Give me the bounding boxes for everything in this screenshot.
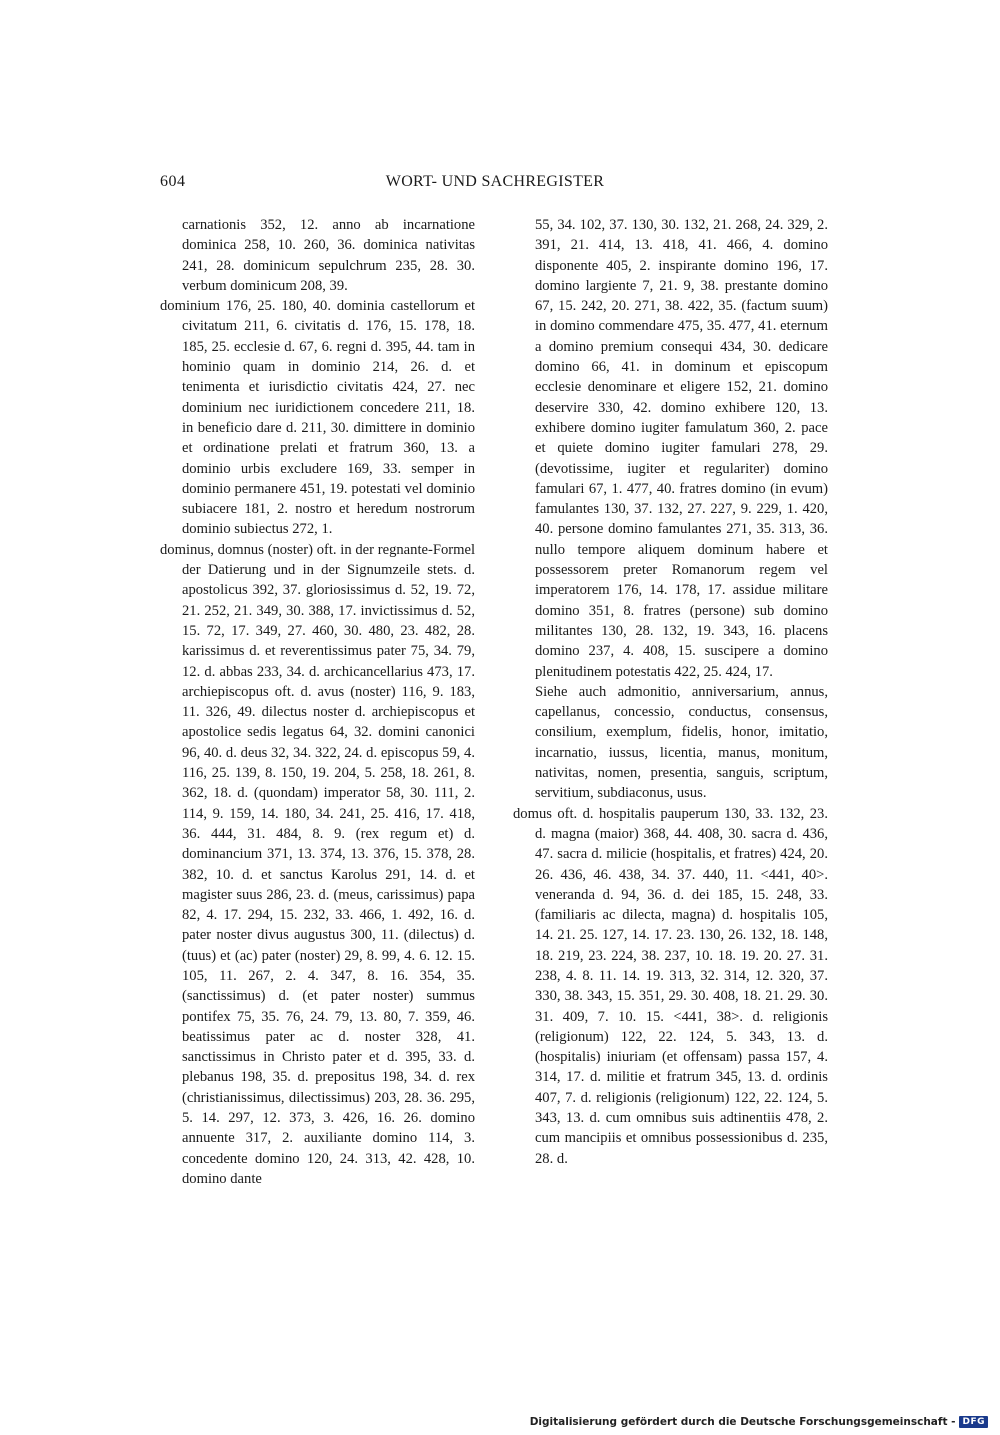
digitization-credit: [530, 1416, 988, 1428]
index-entry: dominus, domnus (noster) oft. in der regnante-Formel der Datierung und in der Signumzeile stets. d. apostolicus 392, 37. gloriosissimus d. 52, 19. 72, 21. 252, 21. 349, 30. 388, 17. invictissimus d. 52, 15. 72, 17. 349, 27. 460, 30. 480, 23. 482, 28. karissimus d. et reverentissimus pater 75, 34. 79, 12. d. abbas 233, 34. d. archicancellarius 473, 17. archiepiscopus oft. d. avus (noster) 116, 9. 183, 11. 326, 49. dilectus noster d. archiepiscopus et apostolice sedis legatus 64, 32. domini canonici 96, 40. d. deus 32, 34. 322, 24. d. episcopus 59, 4. 116, 25. 139, 8. 150, 19. 204, 5. 258, 18. 261, 8. 362, 18. d. (quondam) imperator 58, 30. 111, 2. 114, 9. 159, 14. 180, 34. 241, 25. 416, 17. 418, 36. 444, 31. 484, 8. 9. (rex regum et) d. dominancium 371, 13. 374, 13. 376, 15. 378, 28. 382, 10. d. et sanctus Karolus 291, 14. d. et magister suus 286, 23. d. (meus, carissimus) papa 82, 4. 17. 294, 15. 232, 33. 466, 1. 492, 16. d. pater noster divus augustus 300, 11. (dilectus) d. (tuus) et (ac) pater (noster) 29, 8. 99, 4. 6. 12. 15. 105, 11. 267, 2. 4. 347, 8. 16. 354, 35. (sanctissimus) d. (et pater noster) summus pontifex 75, 35. 76, 24. 79, 13. 80, 7. 359, 46. beatissimus pater ac d. noster 328, 41. sanctissimus in Christo pater et d. 395, 33. d. plebanus 198, 35. d. prepositus 198, 34. d. rex (christianissimus, dilectissimus) 203, 28. 36. 295, 5. 14. 297, 12. 373, 3. 426, 16. 26. domino annuente 317, 2. auxiliante domino 114, 3. concedente domino 120, 24. 313, 42. 428, 10. domino dante: [160, 541, 475, 1187]
right-column: [513, 215, 828, 1169]
running-title: WORT- UND SACHREGISTER: [385, 173, 605, 190]
index-entry: carnationis 352, 12. anno ab incarnatione dominica 258, 10. 260, 36. dominica nativitas 241, 28. dominicum sepulchrum 235, 28. 30. verbum dominicum 208, 39.: [182, 217, 475, 294]
index-entry: domus oft. d. hospitalis pauperum 130, 33. 132, 23. d. magna (maior) 368, 44. 408, 30. sacra d. 436, 47. sacra d. milicie (hospitalis, et fratres) 424, 20. 26. 436, 46. 438, 34. 37. 440, 11. <441, 40>. veneranda d. 94, 36. d. dei 185, 15. 248, 33. (familiaris ac dilecta, magna) d. hospitalis 105, 14. 21. 25. 127, 14. 17. 23. 130, 26. 132, 18. 148, 18. 219, 23. 224, 38. 237, 10. 18. 19. 20. 27. 31. 238, 4. 8. 11. 14. 19. 313, 32. 314, 12. 320, 37. 330, 38. 343, 15. 351, 29. 30. 408, 18. 21. 29. 30. 31. 409, 7. 10. 15. <441, 38>. d. religionis (religionum) 122, 22. 124, 5. 343, 13. d. (hospitalis) iniuriam (et offensam) passa 157, 4. 314, 17. d. militie et fratrum 345, 13. d. ordinis 407, 7. d. religionis (religionum) 122, 22. 124, 5. 343, 13. d. cum omnibus suis adtinentiis 478, 2. cum mancipiis et omnibus possessionibus d. 235, 28. d.: [513, 805, 828, 1167]
dfg-logo: DFG: [959, 1416, 988, 1428]
page-number: 604: [160, 173, 186, 190]
credit-text: Digitalisierung gefördert durch die Deutsche Forschungsgemeinschaft -: [529, 1416, 956, 1428]
left-column: [160, 215, 475, 1189]
index-entry: 55, 34. 102, 37. 130, 30. 132, 21. 268, 24. 329, 2. 391, 21. 414, 13. 418, 41. 466, 4. domino disponente 405, 2. inspirante domino 196, 17. domino largiente 7, 21. 9, 38. prestante domino 67, 15. 242, 20. 271, 38. 422, 35. (factum suum) in domino commendare 475, 35. 477, 41. eternum a domino premium consequi 434, 30. dedicare domino 66, 41. in dominum et episcopum ecclesie denominare et eligere 152, 21. domino deservire 330, 42. domino exhibere 120, 13. exhibere domino iugiter famulatum 360, 2. pace et quiete domino iugiter famulari 278, 29. (devotissime, iugiter et regulariter) domino famulari 67, 1. 477, 40. fratres domino (in evum) famulantes 130, 37. 132, 27. 227, 9. 229, 1. 420, 40. persone domino famulantes 271, 35. 313, 36. nullo tempore aliquem dominum habere et possessorem preter Romanorum regem vel imperatorem 176, 14. 178, 17. assidue militare domino 351, 8. fratres (persone) sub domino militantes 130, 28. 132, 19. 343, 16. placens domino 237, 4. 408, 15. suscipere a domino plenitudinem potestatis 422, 25. 424, 17.: [535, 217, 828, 680]
index-entry: dominium 176, 25. 180, 40. dominia castellorum et civitatum 211, 6. civitatis d. 176, 15. 178, 18. 185, 25. ecclesie d. 67, 6. regni d. 395, 44. tam in hominio quam in dominio 214, 26. d. et tenimenta et iurisdictio civitatis 424, 27. nec dominium nec iuridictionem concedere 211, 18. in beneficio dare d. 211, 30. dimittere in dominio et ordinatione prelati et fratrum 360, 13. a dominio urbis excludere 169, 33. semper in dominio permanere 451, 19. potestati vel dominio subiacere 181, 2. nostro et heredum nostrorum dominio subiectus 272, 1.: [160, 298, 475, 538]
see-also-entry: Siehe auch admonitio, anniversarium, annus, capellanus, concessio, conductus, consensus, consilium, exemplum, fidelis, honor, imitatio, incarnatio, iussus, licentia, manus, monitum, nativitas, nomen, presentia, sanguis, scriptum, servitium, subdiaconus, usus.: [535, 683, 828, 802]
